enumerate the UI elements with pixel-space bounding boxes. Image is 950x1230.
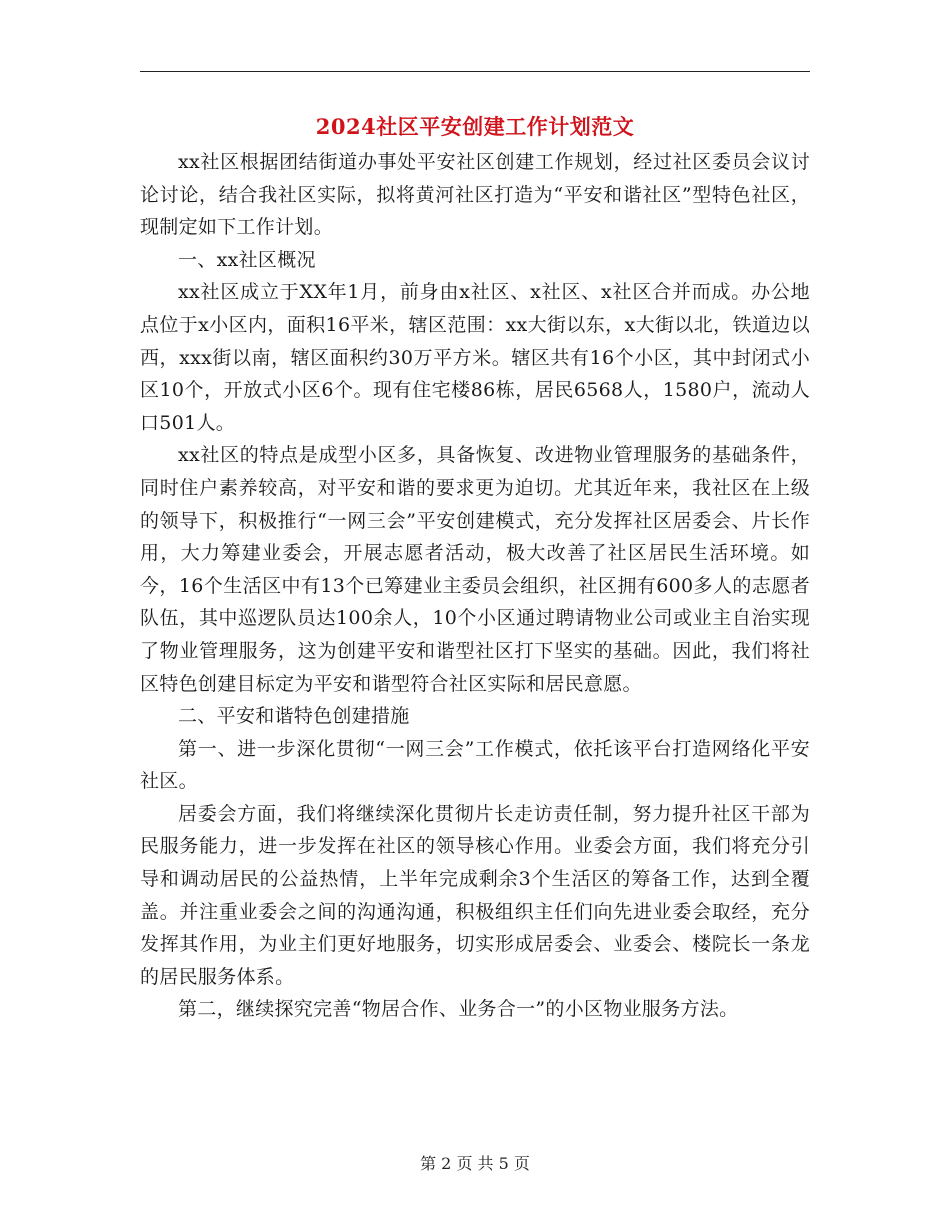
page-number-footer: 第 2 页 共 5 页 (420, 1154, 530, 1173)
features-paragraph: xx社区的特点是成型小区多，具备恢复、改进物业管理服务的基础条件，同时住户素养较高，对平安和谐的要求更为迫切。尤其近年来，我社区在上级的领导下，积极推行“一网三会”平安创建模式，充分发挥社区居委会、片长作用，大力筹建业委会，开展志愿者活动，极大改善了社区居民生活环境。如今，16个生活区中有13个已筹建业主委员会组织，社区拥有600多人的志愿者队伍，其中巡逻队员达100余人，10个小区通过聘请物业公司或业主自治实现了物业管理服务，这为创建平安和谐型社区打下坚实的基础。因此，我们将社区特色创建目标定为平安和谐型符合社区实际和居民意愿。 (140, 444, 810, 695)
section-heading-measures: 二、平安和谐特色创建措施 (178, 705, 410, 728)
measure-two-paragraph: 第二，继续探究完善“物居合作、业务合一”的小区物业服务方法。 (178, 998, 739, 1021)
overview-paragraph: xx社区成立于XX年1月，前身由x社区、x社区、x社区合并而成。办公地点位于x小区内，面积16平米，辖区范围：xx大街以东，x大街以北，铁道边以西，xxx街以南，辖区面积约30万平方米。辖区共有16个小区，其中封闭式小区10个，开放式小区6个。现有住宅楼86栋，居民6568人，1580户，流动人口501人。 (140, 281, 810, 434)
measure-one-paragraph: 第一、进一步深化贯彻“一网三会”工作模式，依托该平台打造网络化平安社区。 (140, 737, 810, 793)
intro-paragraph: xx社区根据团结街道办事处平安社区创建工作规划，经过社区委员会议讨论讨论，结合我社区实际，拟将黄河社区打造为“平安和谐社区”型特色社区，现制定如下工作计划。 (140, 151, 810, 239)
section-heading-overview: 一、xx社区概况 (178, 248, 316, 271)
document-title: 2024社区平安创建工作计划范文 (315, 114, 635, 139)
document-body (140, 146, 810, 1026)
header-rule (140, 71, 810, 72)
committee-paragraph: 居委会方面，我们将继续深化贯彻片长走访责任制，努力提升社区干部为民服务能力，进一步发挥在社区的领导核心作用。业委会方面，我们将充分引导和调动居民的公益热情，上半年完成剩余3个生活区的筹备工作，达到全覆盖。并注重业委会之间的沟通沟通，积极组织主任们向先进业委会取经，充分发挥其作用，为业主们更好地服务，切实形成居委会、业委会、楼院长一条龙的居民服务体系。 (140, 802, 810, 988)
